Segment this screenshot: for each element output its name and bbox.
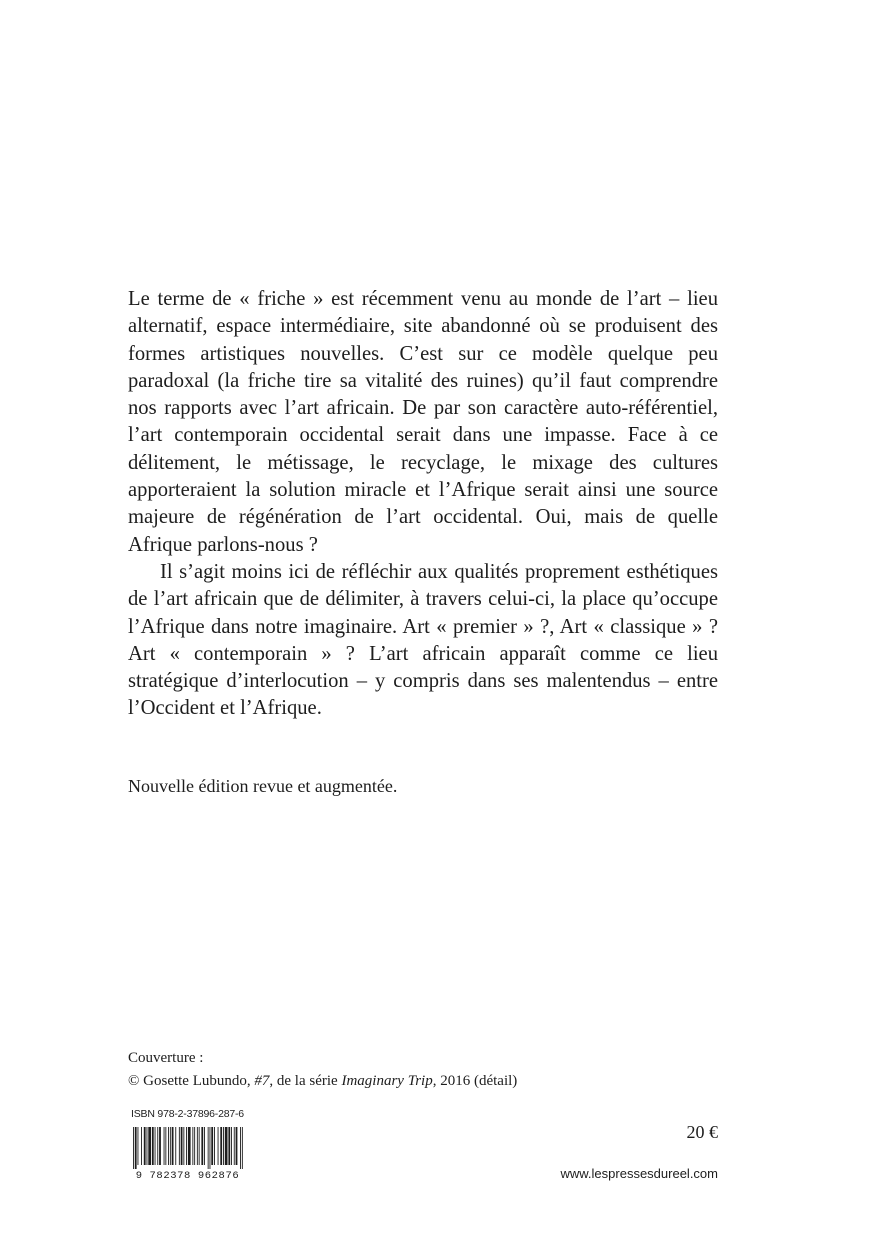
barcode-bar bbox=[135, 1127, 137, 1169]
barcode-bar bbox=[133, 1127, 134, 1169]
barcode-bar bbox=[240, 1127, 241, 1169]
barcode-bar bbox=[165, 1127, 166, 1165]
barcode-bar bbox=[192, 1127, 193, 1165]
barcode-bar bbox=[164, 1127, 165, 1165]
barcode-bar bbox=[208, 1127, 209, 1169]
barcode-bar bbox=[210, 1127, 211, 1169]
barcode-bar bbox=[172, 1127, 174, 1165]
barcode bbox=[130, 1125, 245, 1180]
credits-work-number: #7 bbox=[254, 1073, 270, 1089]
barcode-bar bbox=[234, 1127, 235, 1165]
credits-middle: , de la série bbox=[269, 1073, 342, 1089]
barcode-bar bbox=[194, 1127, 195, 1165]
publisher-website: www.lespressesdureel.com bbox=[560, 1166, 718, 1181]
credits-suffix: , 2016 (détail) bbox=[432, 1073, 518, 1089]
barcode-bar bbox=[242, 1127, 243, 1169]
barcode-bar bbox=[228, 1127, 230, 1165]
barcode-bar bbox=[144, 1127, 146, 1165]
blurb-paragraph-2: Il s’agit moins ici de réfléchir aux qualités proprement esthétiques de l’art africain que de délimiter, à travers celui-ci, la place qu’occupe l’Afrique dans notre imaginaire. Art « premier » ?, Art « classique » ? Art « contemporain » ? L’art africain apparaît comme ce lieu stratégique d’interlocution – y compris dans ses malentendus – entre l’Occident et l’Afrique. bbox=[128, 560, 718, 720]
barcode-bar bbox=[211, 1127, 213, 1165]
barcode-bar bbox=[183, 1127, 184, 1165]
barcode-bar bbox=[188, 1127, 191, 1165]
barcode-bar bbox=[236, 1127, 238, 1165]
barcode-bar bbox=[197, 1127, 198, 1165]
barcode-bar bbox=[199, 1127, 200, 1165]
barcode-bar bbox=[225, 1127, 228, 1165]
barcode-bar bbox=[152, 1127, 154, 1165]
barcode-bar bbox=[179, 1127, 180, 1165]
credits-prefix: © Gosette Lubundo, bbox=[128, 1073, 255, 1089]
barcode-bar bbox=[148, 1127, 151, 1165]
back-cover-blurb bbox=[128, 286, 718, 723]
barcode-bar bbox=[157, 1127, 158, 1165]
barcode-bar bbox=[204, 1127, 205, 1165]
credits-label: Couverture : bbox=[128, 1050, 204, 1066]
blurb-paragraph-1: Le terme de « friche » est récemment venu au monde de l’art – lieu alternatif, espace intermédiaire, site abandonné où se produisent des formes artistiques nouvelles. C’est sur ce modèle quelque peu paradoxal (la friche tire sa vitalité des ruines) qu’il faut comprendre nos rapports avec l’art africain. De par son caractère auto-référentiel, l’art contemporain occidental serait dans une impasse. Face à ce délitement, le métissage, le recyclage, le mixage des cultures apporteraient la solution miracle et l’Afrique serait ainsi une source majeure de régénération de l’art occidental. Oui, mais de quelle Afrique parlons-nous ? bbox=[128, 288, 718, 556]
barcode-bar bbox=[214, 1127, 215, 1165]
barcode-bar bbox=[231, 1127, 232, 1165]
barcode-bar bbox=[141, 1127, 142, 1165]
barcode-bar bbox=[159, 1127, 161, 1165]
barcode-bar bbox=[147, 1127, 148, 1165]
barcode-bar bbox=[155, 1127, 156, 1165]
barcode-bar bbox=[168, 1127, 169, 1165]
barcode-bar bbox=[201, 1127, 203, 1165]
barcode-bar bbox=[138, 1127, 139, 1165]
barcode-bar bbox=[181, 1127, 183, 1165]
barcode-bar bbox=[223, 1127, 224, 1165]
barcode-bar bbox=[175, 1127, 176, 1165]
barcode-bar bbox=[170, 1127, 171, 1165]
credits-series-title: Imaginary Trip bbox=[341, 1073, 433, 1089]
barcode-bar bbox=[218, 1127, 219, 1165]
cover-credits bbox=[128, 1047, 517, 1093]
edition-note: Nouvelle édition revue et augmentée. bbox=[128, 776, 398, 796]
barcode-bar bbox=[220, 1127, 222, 1165]
isbn-label: ISBN 978-2-37896-287-6 bbox=[131, 1108, 244, 1120]
credits-line bbox=[128, 1070, 517, 1093]
barcode-bar bbox=[186, 1127, 187, 1165]
barcode-digits: 9 782378 962876 bbox=[135, 1170, 240, 1180]
price: 20 € bbox=[686, 1122, 718, 1142]
